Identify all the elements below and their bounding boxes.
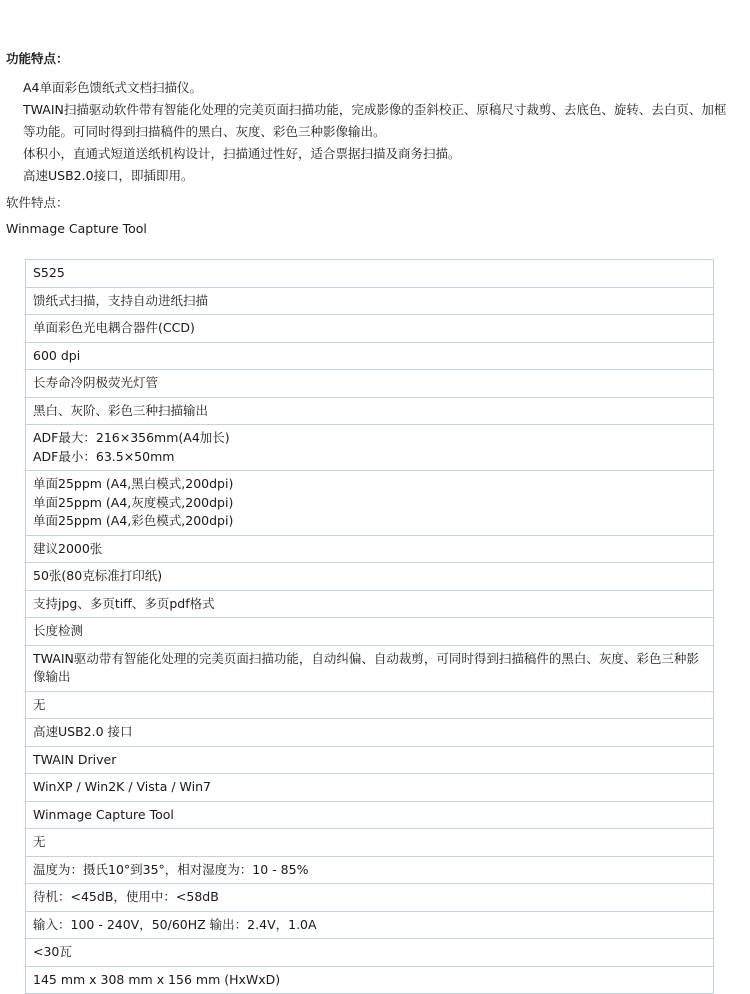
spec-value: <30瓦 bbox=[33, 944, 72, 959]
spec-value: TWAIN Driver bbox=[33, 751, 117, 767]
software-heading: 软件特点： bbox=[6, 195, 69, 210]
spec-value: WinXP / Win2K / Vista / Win7 bbox=[33, 779, 211, 794]
spec-cell bbox=[26, 691, 714, 719]
feature-line: TWAIN扫描驱动软件带有智能化处理的完美页面扫描功能，完成影像的歪斜校正、原稿尺寸裁剪、去底色、旋转、去白页、加框等功能。可同时得到扫描稿件的黑白、灰度、彩色三种影像输出。 bbox=[23, 102, 727, 139]
spec-value: 支持jpg、多页tiff、多页pdf格式 bbox=[33, 595, 215, 611]
features-list bbox=[23, 77, 735, 187]
spec-value: 单面25ppm (A4,黑白模式,200dpi) bbox=[33, 476, 234, 491]
spec-row bbox=[26, 260, 714, 288]
spec-row bbox=[26, 563, 714, 591]
spec-cell bbox=[26, 342, 714, 370]
spec-value: 黑白、灰阶、彩色三种扫描输出 bbox=[33, 402, 209, 418]
spec-cell bbox=[26, 370, 714, 398]
spec-row bbox=[26, 645, 714, 691]
spec-row bbox=[26, 287, 714, 315]
spec-value: 输入：100 - 240V，50/60HZ 输出：2.4V，1.0A bbox=[33, 916, 317, 932]
spec-value: 50张(80克标准打印纸) bbox=[33, 568, 163, 583]
spec-value: 无 bbox=[33, 834, 46, 849]
software-name: Winmage Capture Tool bbox=[6, 221, 147, 236]
feature-line: 高速USB2.0接口，即插即用。 bbox=[23, 168, 194, 183]
spec-cell bbox=[26, 829, 714, 857]
spec-value: 建议2000张 bbox=[33, 540, 103, 556]
spec-cell bbox=[26, 719, 714, 747]
spec-row bbox=[26, 618, 714, 646]
spec-row bbox=[26, 884, 714, 912]
spec-row bbox=[26, 774, 714, 802]
spec-value: ADF最小：63.5×50mm bbox=[33, 448, 175, 464]
spec-value: 单面彩色光电耦合器件(CCD) bbox=[33, 320, 195, 335]
spec-row bbox=[26, 856, 714, 884]
spec-cell bbox=[26, 774, 714, 802]
spec-value: 600 dpi bbox=[33, 347, 81, 363]
spec-cell bbox=[26, 966, 714, 994]
spec-value: 145 mm x 308 mm x 156 mm (HxWxD) bbox=[33, 971, 281, 987]
spec-value: 单面25ppm (A4,灰度模式,200dpi) bbox=[33, 494, 234, 510]
spec-table bbox=[25, 259, 714, 994]
spec-value: 长寿命冷阴极荧光灯管 bbox=[33, 375, 159, 390]
spec-cell bbox=[26, 884, 714, 912]
spec-row bbox=[26, 829, 714, 857]
spec-row bbox=[26, 425, 714, 471]
spec-value: 馈纸式扫描，支持自动进纸扫描 bbox=[33, 292, 209, 308]
spec-cell bbox=[26, 856, 714, 884]
spec-cell bbox=[26, 590, 714, 618]
spec-row bbox=[26, 746, 714, 774]
spec-row bbox=[26, 370, 714, 398]
spec-value: 长度检测 bbox=[33, 623, 84, 638]
spec-row bbox=[26, 471, 714, 536]
spec-row bbox=[26, 342, 714, 370]
spec-row bbox=[26, 315, 714, 343]
spec-value: 待机：<45dB，使用中：<58dB bbox=[33, 889, 219, 904]
spec-row bbox=[26, 939, 714, 967]
spec-value: 单面25ppm (A4,彩色模式,200dpi) bbox=[33, 513, 234, 528]
spec-cell bbox=[26, 397, 714, 425]
spec-row bbox=[26, 719, 714, 747]
feature-line: 体积小，直通式短道送纸机构设计，扫描通过性好，适合票据扫描及商务扫描。 bbox=[23, 146, 461, 161]
spec-cell bbox=[26, 535, 714, 563]
spec-cell bbox=[26, 471, 714, 536]
spec-cell bbox=[26, 563, 714, 591]
spec-row bbox=[26, 691, 714, 719]
spec-row bbox=[26, 397, 714, 425]
spec-row bbox=[26, 535, 714, 563]
spec-cell bbox=[26, 315, 714, 343]
spec-cell bbox=[26, 425, 714, 471]
spec-cell bbox=[26, 618, 714, 646]
feature-line: A4单面彩色馈纸式文档扫描仪。 bbox=[23, 80, 203, 95]
spec-row bbox=[26, 966, 714, 994]
spec-value: 温度为：摄氏10°到35°，相对湿度为：10 - 85% bbox=[33, 861, 309, 877]
spec-table-body bbox=[26, 260, 714, 994]
spec-value: ADF最大：216×356mm(A4加长) bbox=[33, 430, 230, 445]
spec-cell bbox=[26, 911, 714, 939]
spec-value: S525 bbox=[33, 265, 65, 280]
spec-row bbox=[26, 590, 714, 618]
spec-cell bbox=[26, 746, 714, 774]
spec-value: 高速USB2.0 接口 bbox=[33, 724, 133, 739]
spec-value: 无 bbox=[33, 696, 46, 712]
spec-row bbox=[26, 801, 714, 829]
spec-cell bbox=[26, 801, 714, 829]
spec-value: TWAIN驱动带有智能化处理的完美页面扫描功能，自动纠偏、自动裁剪，可同时得到扫描稿件的黑白、灰度、彩色三种影像输出 bbox=[33, 650, 699, 684]
spec-cell bbox=[26, 939, 714, 967]
spec-value: Winmage Capture Tool bbox=[33, 806, 174, 822]
spec-cell bbox=[26, 260, 714, 288]
spec-cell bbox=[26, 287, 714, 315]
spec-row bbox=[26, 911, 714, 939]
spec-cell bbox=[26, 645, 714, 691]
features-heading: 功能特点： bbox=[6, 51, 69, 66]
